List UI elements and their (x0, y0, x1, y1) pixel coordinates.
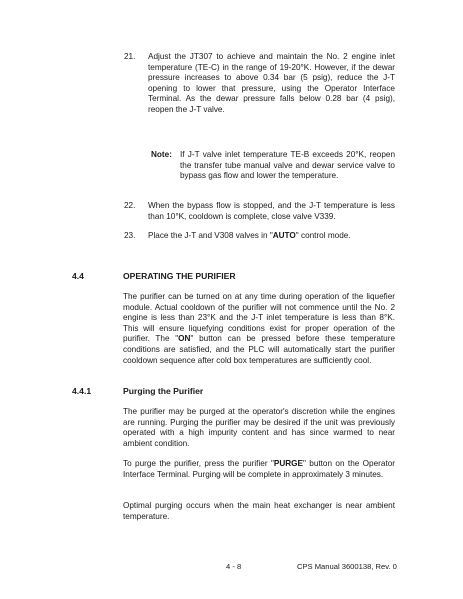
section-number-4-4: 4.4 (72, 271, 84, 281)
page-number: 4 - 8 (226, 562, 242, 571)
note-text: If J-T valve inlet temperature TE-B exceeds 20°K, reopen the transfer tube manual valve and dewar service valve to bypass gas flow and lower the temperature. (180, 150, 395, 181)
section-4-4-1-paragraph-2 (123, 459, 395, 480)
section-4-4-1-paragraph-3: Optimal purging occurs when the main heat exchanger is near ambient temperature. (123, 501, 395, 521)
section-4-4-1-para2-after: " button on the Operator Interface Terminal. Purging will be complete in approximately 3 minutes. (123, 459, 395, 479)
item-text-23-before: Place the J-T and V308 valves in " (148, 231, 273, 240)
section-4-4-para-before: The purifier can be turned on at any time during operation of the liquefier module. Actual cooldown of the purifier will not commence until the No. 2 engine is less than 23°K and the J-T inlet temperature is less than 8°K. This will ensure liquefying conditions exist for proper operation of the purifier. The " (123, 292, 395, 344)
section-4-4-paragraph (123, 292, 395, 366)
note-block (151, 150, 395, 194)
section-4-4-para-after: " button can be pressed before these temperature conditions are satisfied, and the PLC will automatically start the purifier cooldown sequence after cold box temperatures are sufficiently cool. (123, 334, 396, 365)
section-number-4-4-1: 4.4.1 (72, 386, 92, 396)
item-text-23-after: " control mode. (295, 231, 351, 240)
item-number-22: 22. (124, 201, 136, 210)
item-text-21: Adjust the JT307 to achieve and maintain the No. 2 engine inlet temperature (TE-C) in the range of 19-20°K. However, if the dewar pressure increases to above 0.34 bar (5 psig), reduce the J-T opening to lower that pressure, using the Operator Interface Terminal. As the dewar pressure falls below 0.28 bar (4 psig), reopen the J-T valve. (148, 52, 395, 114)
section-4-4-1-paragraph-1: The purifier may be purged at the operator's discretion while the engines are running. Purging the purifier may be desired if the unit was previously operated with a high impurity content and has since warmed to near ambient condition. (123, 407, 395, 448)
auto-keyword: AUTO (272, 231, 296, 240)
item-number-23: 23. (124, 231, 136, 240)
note-label: Note: (151, 150, 172, 159)
section-title-4-4-1: Purging the Purifier (123, 386, 204, 396)
document-id: CPS Manual 3600138, Rev. 0 (297, 562, 397, 571)
section-title-4-4: OPERATING THE PURIFIER (123, 271, 236, 281)
on-keyword: ON (178, 334, 191, 344)
purge-keyword: PURGE (273, 459, 303, 468)
item-text-23 (148, 231, 395, 242)
item-text-22: When the bypass flow is stopped, and the J-T temperature is less than 10°K, cooldown is complete, close valve V339. (148, 201, 395, 221)
section-4-4-1-para2-before: To purge the purifier, press the purifier " (123, 459, 274, 468)
item-number-21: 21. (124, 52, 136, 61)
